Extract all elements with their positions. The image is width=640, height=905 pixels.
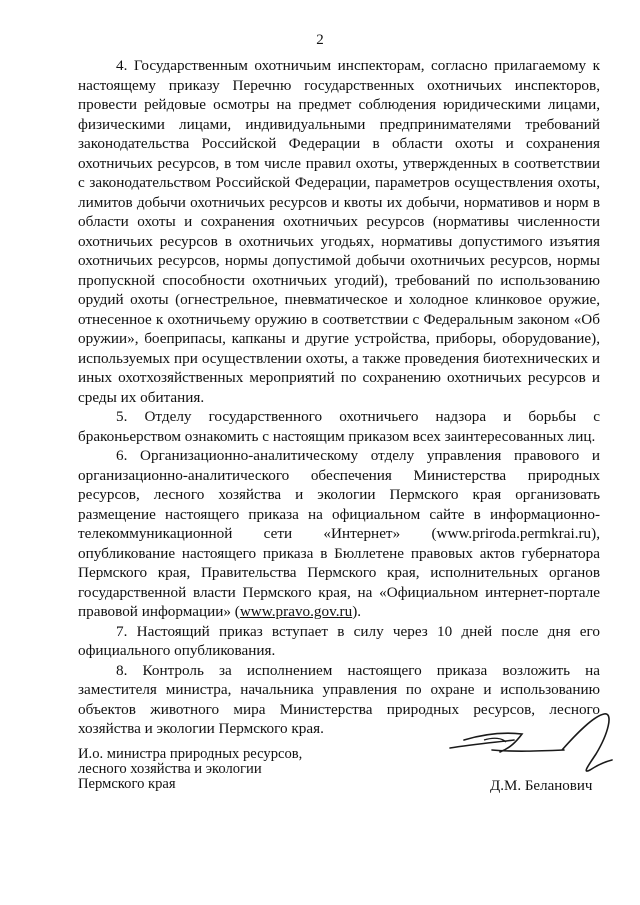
- signer-name: Д.М. Беланович: [490, 778, 593, 794]
- paragraph-p7: [78, 622, 600, 661]
- paragraph-text: ).: [352, 603, 362, 620]
- paragraph-p4: [78, 56, 600, 407]
- paragraph-text: 6. Организационно-аналитическому отделу управления правового и организационно-аналитического обеспечения Министерства природных ресурсов, лесного хозяйства и экологии Пермского края организовать размещение настоящего приказа на официальном сайте в информационно-телекоммуникационной сети «Интернет» (www.priroda.permkrai.ru), опубликование настоящего приказа в Бюллетене правовых актов губернатора Пермского края, Правительства Пермского края, исполнительных органов государственной власти Пермского края, на «Официальном интернет-портале правовой информации» (: [78, 447, 600, 620]
- paragraph-p6: [78, 446, 600, 622]
- signatory-position-line: Пермского края: [78, 776, 176, 792]
- page-number: 2: [316, 32, 324, 48]
- paragraph-text: 8. Контроль за исполнением настоящего приказа возложить на заместителя министра, начальника управления по охране и использованию объектов животного мира Министерства природных ресурсов, лесного хозяйства и экологии Пермского края.: [78, 661, 600, 737]
- body-text: [78, 56, 600, 739]
- paragraph-p5: [78, 407, 600, 446]
- signatory-position-line: И.о. министра природных ресурсов,: [78, 746, 303, 762]
- handwritten-signature-icon: [444, 704, 624, 784]
- paragraph-text: 4. Государственным охотничьим инспекторам, согласно прилагаемому к настоящему приказу Перечню государственных охотничьих инспекторов, провести рейдовые осмотры на предмет соблюдения юридическими лицами, физическими лицами, индивидуальными предпринимателями требований законодательства Российской Федерации в области охоты и сохранения охотничьих ресурсов, в том числе правил охоты, утвержденных в соответствии с законодательством Российской Федерации, параметров осуществления охоты, лимитов добычи охотничьих ресурсов и квоты их добычи, нормативов и норм в области охоты и сохранения охотничьих ресурсов (нормативы численности охотничьих ресурсов в охотничьих угодьях, нормативы допустимого изъятия охотничьих ресурсов, нормы допустимой добычи охотничьих ресурсов, нормы пропускной способности охотничьих угодий), требований по использованию орудий охоты (огнестрельное, пневматическое и холодное клинковое оружие, отнесенное к охотничьему оружию в соответствии с Федеральным законом «Об оружии», боеприпасы, капканы и другие устройства, приборы, оборудование), используемых при осуществлении охоты, а также проведения биотехнических и иных охотхозяйственных мероприятий по сохранению охотничьих ресурсов и среды их обитания.: [78, 57, 600, 406]
- portal-link[interactable]: www.pravo.gov.ru: [239, 603, 353, 620]
- signatory-position-line: лесного хозяйства и экологии: [78, 761, 262, 777]
- paragraph-text: 5. Отделу государственного охотничьего надзора и борьбы с браконьерством ознакомить с настоящим приказом всех заинтересованных лиц.: [78, 408, 600, 445]
- paragraph-text: 7. Настоящий приказ вступает в силу через 10 дней после дня его официального опубликования.: [78, 622, 600, 659]
- signatory-position: [78, 747, 302, 792]
